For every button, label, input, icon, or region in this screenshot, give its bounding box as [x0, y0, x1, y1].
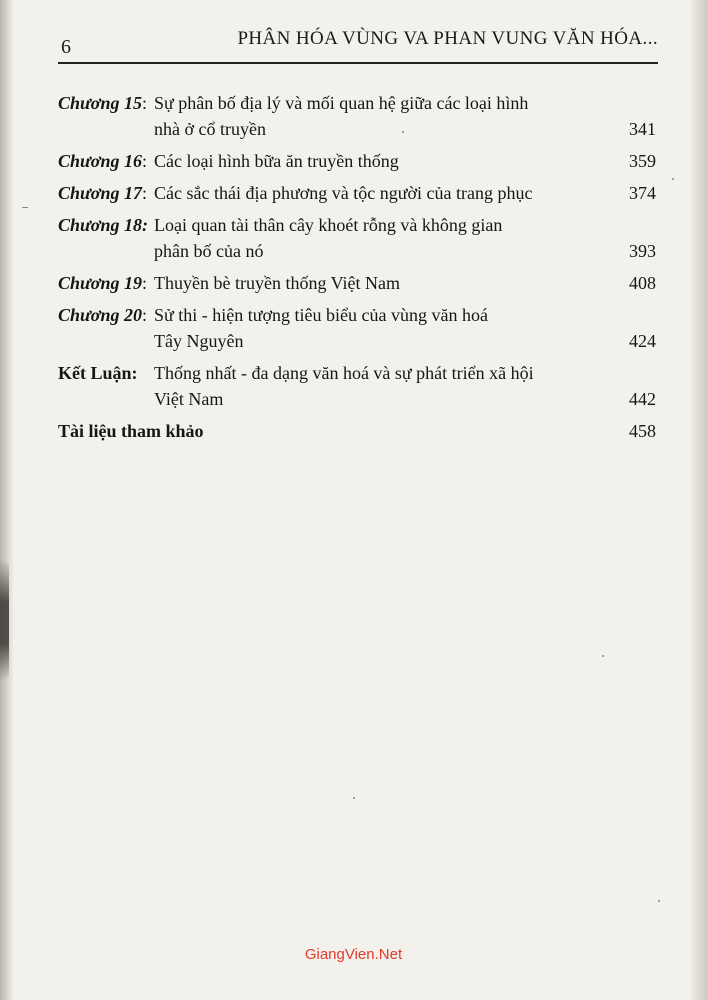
page-header [58, 26, 658, 60]
toc-entry-label: Chương 20: [58, 305, 147, 325]
toc-entry-conclusion[interactable] [58, 360, 656, 412]
toc-entry-references[interactable] [58, 418, 656, 444]
toc-entry-page: 408 [629, 273, 656, 293]
toc-entry-page: 458 [629, 421, 656, 441]
paper-speck [658, 900, 660, 902]
toc-entry-page: 374 [629, 183, 656, 203]
toc-entry-label: Chương 17: [58, 183, 147, 203]
toc-entry-label: Chương 19: [58, 273, 147, 293]
toc-entry-page: 359 [629, 151, 656, 171]
table-of-contents [58, 90, 656, 450]
toc-entry-page: 393 [629, 241, 656, 261]
toc-entry-label: Kết Luận: [58, 363, 138, 383]
toc-entry-label: Chương 16: [58, 151, 147, 171]
toc-entry-label: Tài liệu tham khảo [58, 421, 204, 441]
binding-dark-mark [0, 560, 9, 680]
toc-entry-title: Loại quan tài thân cây khoét rỗng và không gian phân bố của nó [154, 215, 503, 261]
paper-speck [602, 655, 604, 657]
toc-entry-title: Các sắc thái địa phương và tộc người của trang phục [154, 183, 533, 203]
toc-entry-label: Chương 18: [58, 215, 148, 235]
toc-entry-page: 424 [629, 331, 656, 351]
toc-entry-chapter-16[interactable] [58, 148, 656, 174]
toc-entry-title: Thuyền bè truyền thống Việt Nam [154, 273, 401, 293]
toc-entry-label: Chương 15: [58, 93, 147, 113]
paper-speck [353, 797, 355, 799]
toc-entry-title: Thống nhất - đa dạng văn hoá và sự phát triển xã hội Việt Nam [154, 363, 534, 409]
toc-entry-chapter-17[interactable] [58, 180, 656, 206]
toc-entry-page: 341 [629, 119, 656, 139]
toc-entry-chapter-20[interactable] [58, 302, 656, 354]
watermark-link[interactable]: GiangVien.Net [304, 946, 403, 963]
header-rule [58, 62, 658, 64]
page-binding-shadow [0, 0, 14, 1000]
paper-speck [22, 207, 28, 208]
running-title: PHÂN HÓA VÙNG VA PHAN VUNG VĂN HÓA... [237, 28, 658, 49]
toc-entry-chapter-18[interactable] [58, 212, 656, 264]
page-number: 6 [61, 36, 71, 58]
toc-entry-title: Các loại hình bữa ăn truyền thống [154, 151, 399, 171]
paper-speck [672, 178, 674, 180]
toc-entry-chapter-19[interactable] [58, 270, 656, 296]
paper-speck [402, 131, 404, 133]
toc-entry-title: Sự phân bố địa lý và mối quan hệ giữa các loại hình nhà ở cổ truyền [154, 93, 529, 139]
page-edge-shadow [689, 0, 707, 1000]
toc-entry-title: Sử thi - hiện tượng tiêu biểu của vùng văn hoá Tây Nguyên [154, 305, 488, 351]
toc-entry-page: 442 [629, 389, 656, 409]
toc-entry-chapter-15[interactable] [58, 90, 656, 142]
